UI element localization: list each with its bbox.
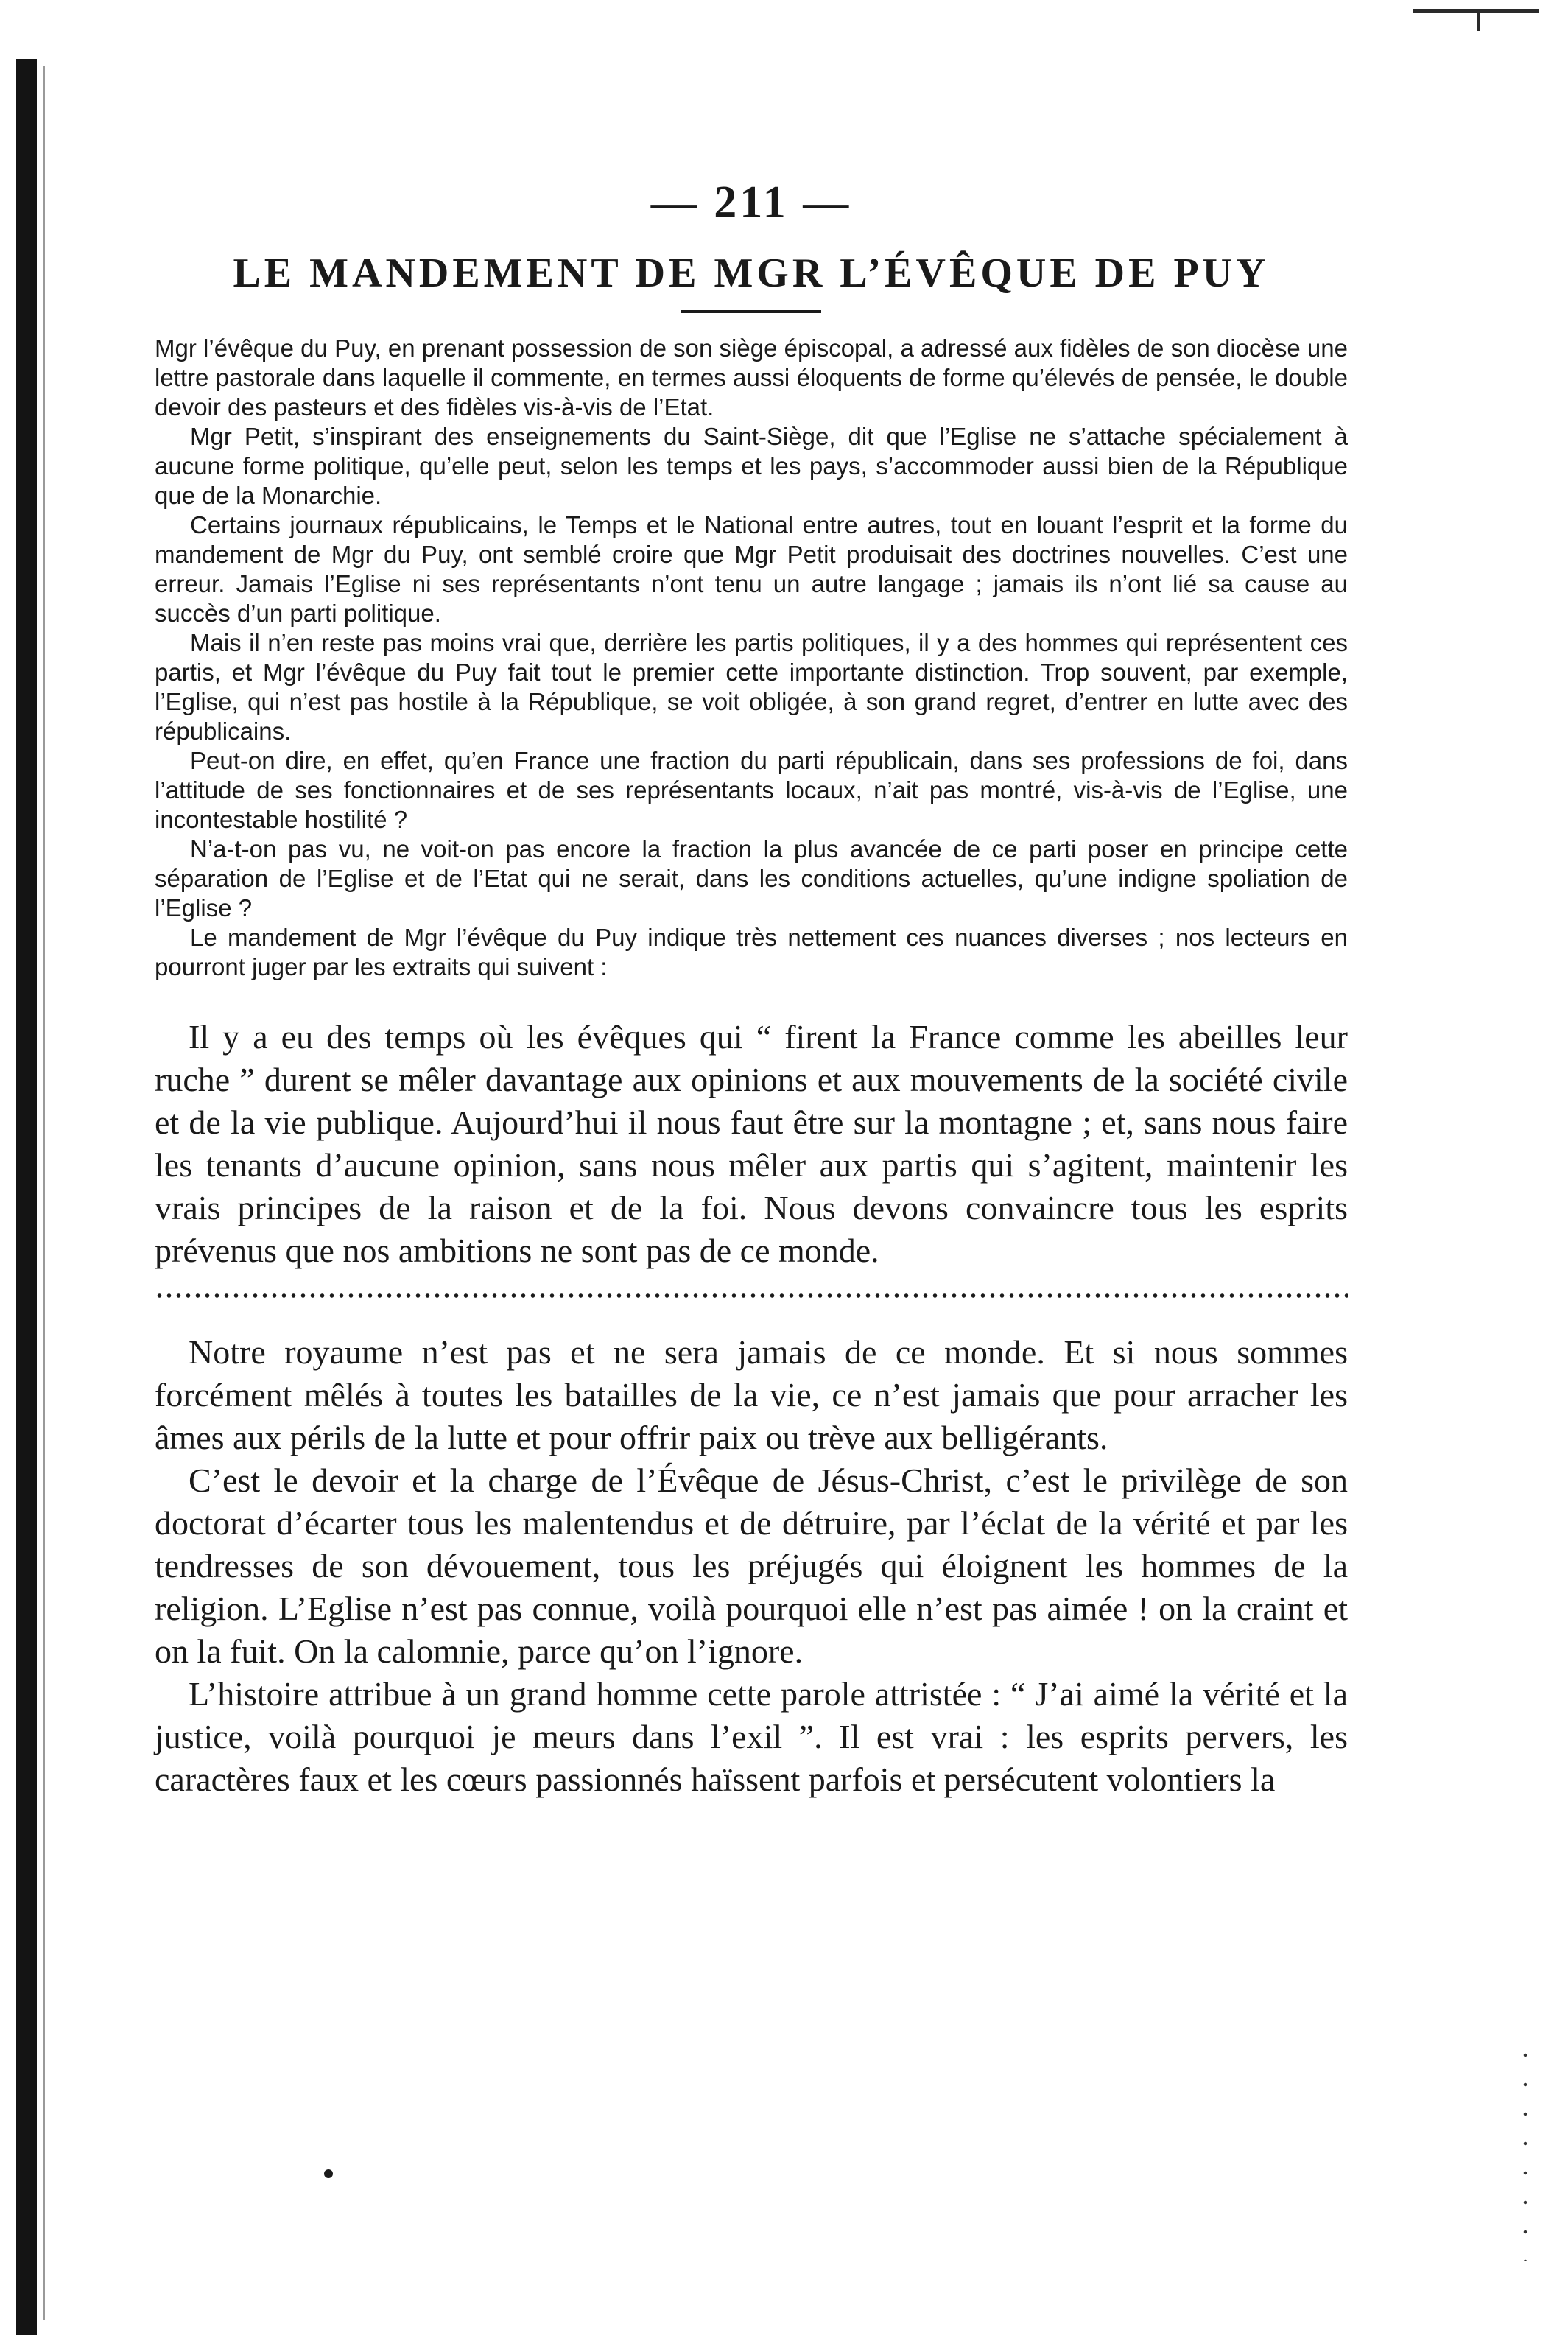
quote-section-2 xyxy=(155,1331,1348,1801)
quote-paragraph: Notre royaume n’est pas et ne sera jamais de ce monde. Et si nous sommes forcément mêlés à toutes les batailles de la vie, ce n’est jamais que pour arracher les âmes aux périls de la lutte et pour offrir paix ou trève aux belligérants. xyxy=(155,1333,1348,1456)
intro-paragraph: Peut-on dire, en effet, qu’en France une fraction du parti républicain, dans ses professions de foi, dans l’attitude de ses fonctionnaires et de ses représentants locaux, n’ait pas montré, vis-à-vis de l’Eglise, une incontestable hostilité ? xyxy=(155,747,1348,833)
left-margin-thin-rule xyxy=(43,66,45,2320)
page-number: — 211 — xyxy=(650,178,852,228)
intro-paragraph: N’a-t-on pas vu, ne voit-on pas encore la fraction la plus avancée de ce parti poser en principe cette séparation de l’Eglise et de l’Etat qui ne serait, dans les conditions actuelles, qu’une indigne spoliation de l’Eglise ? xyxy=(155,835,1348,922)
quote-section-1 xyxy=(155,1016,1348,1272)
footer-dot-mark xyxy=(324,2169,333,2178)
article-title: LE MANDEMENT DE MGR L’ÉVÊQUE DE PUY xyxy=(233,250,1270,296)
dotted-separator xyxy=(155,1293,1348,1299)
page-content xyxy=(155,177,1348,1801)
left-margin-rule xyxy=(16,59,37,2335)
intro-paragraph: Mgr l’évêque du Puy, en prenant possession de son siège épiscopal, a adressé aux fidèles de son diocèse une lettre pastorale dans laquelle il commente, en termes aussi éloquents de forme qu’élevés de pensée, le double devoir des pasteurs et des fidèles vis-à-vis de l’Etat. xyxy=(155,334,1348,421)
quote-paragraph: C’est le devoir et la charge de l’Évêque de Jésus-Christ, c’est le privilège de son doctorat d’écarter tous les malentendus et de détruire, par l’éclat de la vérité et par les tendresses de son dévouement, tous les préjugés qui éloignent les hommes de la religion. L’Eglise n’est pas connue, voilà pourquoi elle n’est pas aimée ! on la craint et on la fuit. On la calomnie, parce qu’on l’ignore. xyxy=(155,1461,1348,1670)
intro-paragraph: Certains journaux républicains, le Temps et le National entre autres, tout en louant l’esprit et la forme du mandement de Mgr du Puy, ont semblé croire que Mgr Petit produisait des doctrines nouvelles. C’est une erreur. Jamais l’Eglise ni ses représentants n’ont tenu un autre langage ; jamais ils n’ont lié sa cause au succès d’un parti politique. xyxy=(155,511,1348,627)
quote-paragraph: L’histoire attribue à un grand homme cette parole attristée : “ J’ai aimé la vérité et la justice, voilà pourquoi je meurs dans l’exil ”. Il est vrai : les esprits pervers, les caractères faux et les cœurs passionnés haïssent parfois et persécutent volontiers la xyxy=(155,1675,1348,1798)
right-margin-marks xyxy=(1523,2040,1527,2261)
intro-paragraph: Mais il n’en reste pas moins vrai que, derrière les partis politiques, il y a des hommes qui représentent ces partis, et Mgr l’évêque du Puy fait tout le premier cette importante distinction. Trop souvent, par exemple, l’Eglise, qui n’est pas hostile à la République, se voit obligée, à son grand regret, d’entrer en lutte avec des républicains. xyxy=(155,629,1348,745)
intro-paragraph: Le mandement de Mgr l’évêque du Puy indique très nettement ces nuances diverses ; nos lecteurs en pourront juger par les extraits qui suivent : xyxy=(155,924,1348,980)
top-corner-rule xyxy=(1413,9,1539,13)
intro-section xyxy=(155,334,1348,982)
intro-paragraph: Mgr Petit, s’inspirant des enseignements du Saint-Siège, dit que l’Eglise ne s’attache spécialement à aucune forme politique, qu’elle peut, selon les temps et les pays, s’accommoder aussi bien de la République que de la Monarchie. xyxy=(155,423,1348,509)
quote-paragraph: Il y a eu des temps où les évêques qui “ firent la France comme les abeilles leur ruche ” durent se mêler davantage aux opinions et aux mouvements de la société civile et de la vie publique. Aujourd’hui il nous faut être sur la montagne ; et, sans nous faire les tenants d’aucune opinion, sans nous mêler aux partis qui s’agitent, maintenir les vrais principes de la raison et de la foi. Nous devons convaincre tous les esprits prévenus que nos ambitions ne sont pas de ce monde. xyxy=(155,1018,1348,1269)
top-corner-tick xyxy=(1477,9,1480,31)
title-underline xyxy=(681,310,821,313)
